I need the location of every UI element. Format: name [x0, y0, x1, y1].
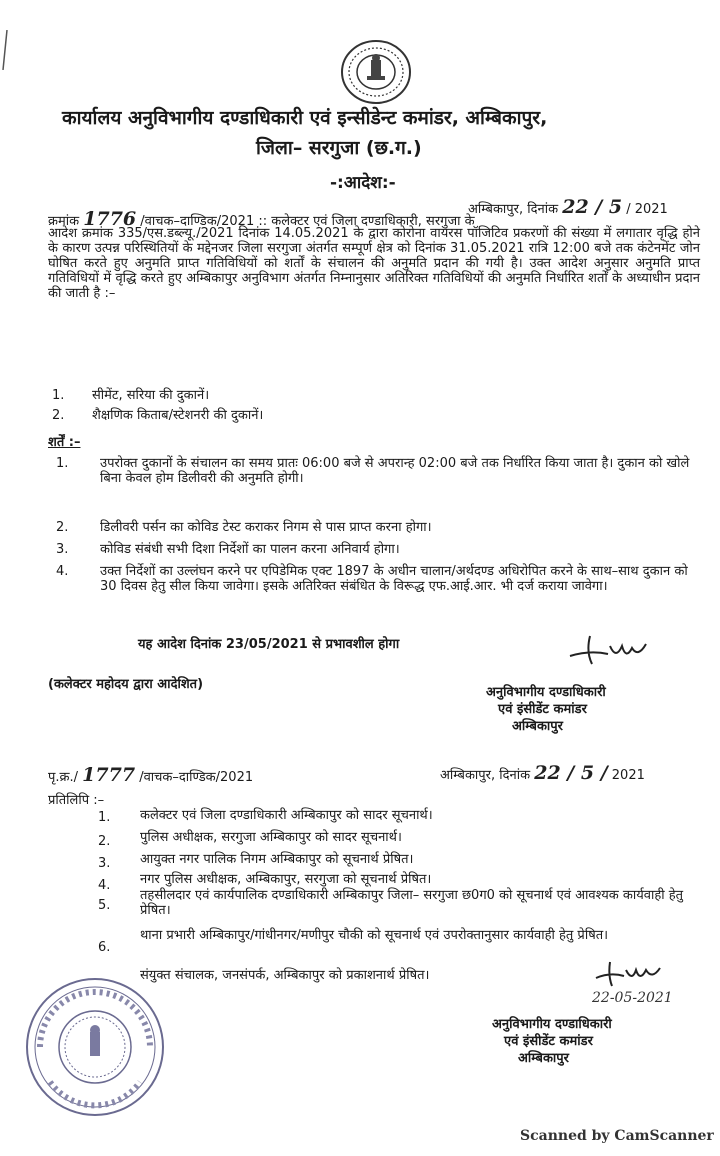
order-ref-prefix: क्रमांक — [48, 214, 80, 229]
condition-item: डिलीवरी पर्सन का कोविड टेस्ट कराकर निगम से पास प्राप्त करना होगा। — [100, 520, 432, 535]
scanner-watermark: Scanned by CamScanner — [520, 1128, 714, 1144]
endorsement-ref-prefix: पृ.क्र./ — [48, 770, 79, 785]
condition-item: उपरोक्त दुकानों के संचालन का समय प्रातः 06:00 बजे से अपरान्ह 02:00 बजे तक निर्धारित किया जाता है। दुकान को खोले बिना केवल होम डिलीवरी की अनुमति होगी। — [100, 456, 690, 486]
copy-item: कलेक्टर एवं जिला दण्डाधिकारी अम्बिकापुर को सादर सूचनार्थ। — [140, 808, 433, 823]
condition-item: उक्त निर्देशों का उल्लंघन करने पर एपिडेमिक एक्ट 1897 के अधीन चालान/अर्थदण्ड अधिरोपित करने के साथ–साथ दुकान को 30 दिवस हेतु सील किया जावेगा। इसके अतिरिक्त संबंधित के विरूद्ध एफ.आई.आर. भी दर्ज कराया जावेगा। — [100, 564, 688, 594]
margin-mark — [2, 30, 8, 70]
copy-item: आयुक्त नगर पालिक निगम अम्बिकापुर को सूचनार्थ प्रेषित। — [140, 852, 414, 867]
order-body: आदेश क्रमांक 335/एस.डब्ल्यू./2021 दिनांक 14.05.2021 के द्वारा कोरोना वायरस पॉजिटिव प्रकरणों की संख्या में लगातार वृद्धि होने के कारण उत्पन्न परिस्थितियों के मद्देनजर जिला सरगुजा अंतर्गत सम्पूर्ण क्षेत्र को दिनांक 31.05.2021 रात्रि 12:00 बजे तक कंटेनमेंट जोन घोषित करते हुए अनुमति प्राप्त गतिविधियों को शर्तों के संचालन की अनुमति प्रदान की गयी है। उक्त आदेश अनुसार अनुमति प्राप्त गतिविधियों में वृद्धि करते हुए अम्बिकापुर अनुविभाग अंतर्गत निम्नानुसार अतिरिक्त गतिविधियों की अनुमति निर्धारित शर्तों के अध्याधीन प्रदान की जाती है :– — [48, 226, 700, 301]
endorsement-ref-rest: /वाचक–दाण्डिक/2021 — [139, 770, 254, 785]
effective-date-line: यह आदेश दिनांक 23/05/2021 से प्रभावशील होगा — [138, 637, 400, 652]
condition-number: 3. — [56, 542, 69, 557]
signatory-role: एवं इंसीडेंट कमांडर — [504, 1034, 593, 1049]
office-title: कार्यालय अनुविभागीय दण्डाधिकारी एवं इन्सीडेन्ट कमांडर, अम्बिकापुर, — [62, 107, 548, 129]
copy-item: नगर पुलिस अधीक्षक, अम्बिकापुर, सरगुजा को सूचनार्थ प्रेषित। — [140, 872, 432, 887]
order-ref-rest: /वाचक–दाण्डिक/2021 :: कलेक्टर एवं जिला दण्डाधिकारी, सरगुजा के — [140, 214, 475, 229]
signatory-designation: अनुविभागीय दण्डाधिकारी — [492, 1017, 612, 1032]
copy-number: 5. — [98, 898, 111, 913]
order-date-handwritten: 22 / 5 — [562, 196, 623, 218]
activity-item: शैक्षणिक किताब/स्टेशनरी की दुकानें। — [92, 408, 264, 423]
endorsement-date-prefix: अम्बिकापुर, दिनांक — [440, 768, 531, 783]
endorsement-date-suffix: 2021 — [611, 768, 645, 783]
activity-number: 1. — [52, 388, 65, 403]
order-date-suffix: / 2021 — [626, 202, 668, 217]
endorsement-reference — [48, 764, 253, 786]
state-emblem-icon — [338, 38, 414, 106]
condition-number: 1. — [56, 456, 69, 471]
signatory-designation: अनुविभागीय दण्डाधिकारी — [486, 685, 606, 700]
signature-mark — [560, 628, 660, 668]
copy-item: थाना प्रभारी अम्बिकापुर/गांधीनगर/मणीपुर चौकी को सूचनार्थ एवं उपरोक्तानुसार कार्यवाही हेतु प्रेषित। — [140, 928, 609, 943]
endorsement-signatory — [492, 1016, 612, 1067]
order-heading: -:आदेश:- — [330, 173, 396, 193]
signatory-role: एवं इंसीडेंट कमांडर — [498, 702, 587, 717]
copy-number: 4. — [98, 878, 111, 893]
ordered-by-note: (कलेक्टर महोदय द्वारा आदेशित) — [48, 677, 204, 692]
activity-item: सीमेंट, सरिया की दुकानें। — [92, 388, 210, 403]
copy-item: पुलिस अधीक्षक, सरगुजा अम्बिकापुर को सादर सूचनार्थ। — [140, 830, 402, 845]
copy-number: 1. — [98, 810, 111, 825]
condition-number: 2. — [56, 520, 69, 535]
copy-number: 2. — [98, 834, 111, 849]
endorsement-date-handwritten: 22 / 5 / — [534, 762, 608, 784]
condition-item: कोविड संबंधी सभी दिशा निर्देशों का पालन करना अनिवार्य होगा। — [100, 542, 400, 557]
conditions-heading: शर्तें :– — [48, 435, 81, 450]
endorsement-date — [440, 762, 645, 784]
copy-heading: प्रतिलिपि :– — [48, 793, 105, 808]
endorsement-ref-number: 1777 — [82, 764, 136, 786]
copy-item-last: संयुक्त संचालक, जनसंपर्क, अम्बिकापुर को प्रकाशनार्थ प्रेषित। — [140, 968, 430, 983]
order-ref-number: 1776 — [83, 208, 137, 230]
order-signatory — [486, 684, 606, 735]
copy-number: 3. — [98, 856, 111, 871]
signatory-place: अम्बिकापुर — [518, 1051, 569, 1066]
order-date-prefix: अम्बिकापुर, दिनांक — [468, 202, 559, 217]
signature-date: 22-05-2021 — [592, 990, 673, 1006]
activity-number: 2. — [52, 408, 65, 423]
district-title: जिला– सरगुजा (छ.ग.) — [256, 137, 422, 159]
copy-item: तहसीलदार एवं कार्यपालिक दण्डाधिकारी अम्बिकापुर जिला– सरगुजा छ0ग0 को सूचनार्थ एवं आवश्यक कार्यवाही हेतु प्रेषित। — [140, 888, 684, 918]
order-date — [468, 196, 668, 218]
condition-number: 4. — [56, 564, 69, 579]
signature-mark — [590, 958, 670, 990]
signatory-place: अम्बिकापुर — [512, 719, 563, 734]
office-seal-icon — [20, 972, 170, 1122]
copy-number: 6. — [98, 940, 111, 955]
